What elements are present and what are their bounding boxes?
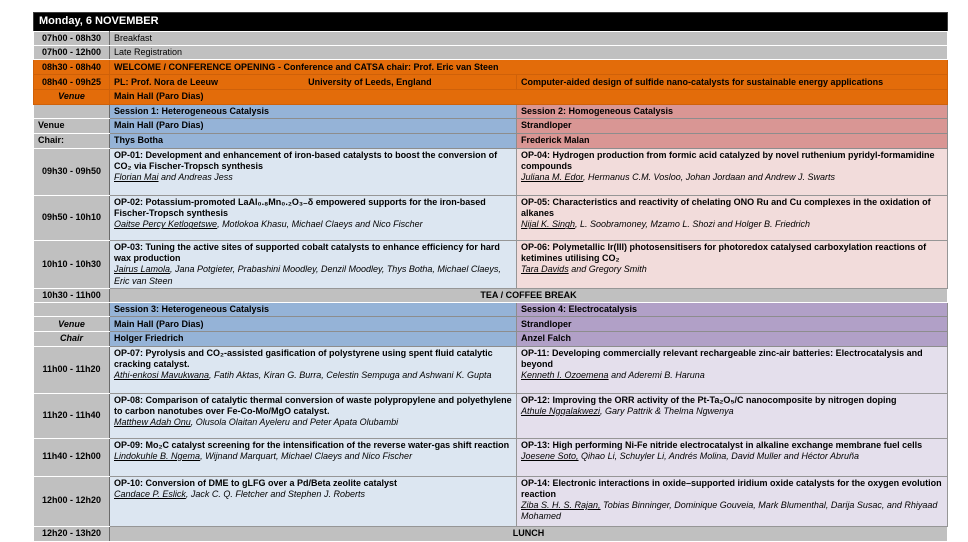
coauthors: Tobias Binninger, Dominique Gouveia, Mark Blumenthal, Darija Susac, and Rhiyaad Mohamed bbox=[521, 500, 938, 522]
coauthors: , Gary Pattrik & Thelma Ngwenya bbox=[600, 405, 734, 416]
session4-venue: Strandloper bbox=[517, 317, 948, 332]
lunch-label: LUNCH bbox=[110, 526, 948, 541]
talk-op01 bbox=[110, 148, 517, 195]
talk-authors bbox=[521, 264, 943, 275]
plenary-talk-title: Computer-aided design of sulfide nano-catalysts for sustainable energy applications bbox=[517, 75, 948, 90]
talk-title: OP-07: Pyrolysis and CO₂-assisted gasification of polystyrene using spent fluid catalytic cracking catalyst. bbox=[114, 347, 493, 369]
coauthors: , L. Soobramoney, Mzamo L. Shozi and Holger B. Friedrich bbox=[575, 219, 810, 230]
first-author: Tara Davids bbox=[521, 264, 569, 275]
coauthors: Qihao Li, Schuyler Li, Andrés Molina, David Muller and Héctor Abruña bbox=[578, 450, 860, 461]
talk-op04 bbox=[517, 148, 948, 195]
talk-op10 bbox=[110, 476, 517, 526]
session3-chair: Holger Friedrich bbox=[110, 332, 517, 346]
talk-title: OP-01: Development and enhancement of iron-based catalysts to boost the conversion of CO₂ via Fischer-Tropsch synthesis bbox=[114, 149, 498, 171]
coauthors: , Jana Potgieter, Prabashini Moodley, Denzil Moodley, Thys Botha, Michael Claeys, Eric van Steen bbox=[114, 264, 501, 286]
first-author: Matthew Adah Onu bbox=[114, 417, 191, 427]
session1-venue: Main Hall (Paro Dias) bbox=[110, 118, 517, 133]
coauthors: , Wijnand Marquart, Michael Claeys and Nico Fischer bbox=[200, 450, 413, 461]
talk-title: OP-05: Characteristics and reactivity of chelating ONO Ru and Cu complexes in the oxidation of alkanes bbox=[521, 196, 931, 218]
first-author: Athule Ngqalakwezi bbox=[521, 405, 601, 416]
talk-authors bbox=[114, 219, 512, 230]
first-author: Nijal K. Singh bbox=[521, 219, 576, 230]
first-author: Jairus Lamola bbox=[114, 264, 171, 275]
coauthors: and Gregory Smith bbox=[568, 264, 647, 275]
talk-authors bbox=[521, 172, 943, 183]
talk-title: OP-14: Electronic interactions in oxide–supported iridium oxide catalysts for the oxygen evolution reaction bbox=[521, 477, 942, 499]
first-author: Ziba S. H. S. Rajan, bbox=[521, 500, 601, 510]
talk-authors bbox=[114, 417, 512, 428]
session3-venue: Main Hall (Paro Dias) bbox=[110, 317, 517, 332]
talk-title: OP-11: Developing commercially relevant rechargeable zinc-air batteries: Electrocatalysis and beyond bbox=[521, 347, 923, 369]
talk-op07 bbox=[110, 346, 517, 393]
talk-title: OP-10: Conversion of DME to gLFG over a Pd/Beta zeolite catalyst bbox=[114, 477, 398, 488]
time-slot-op10: 12h00 - 12h20 bbox=[34, 476, 110, 526]
talk-authors bbox=[114, 489, 512, 500]
session2-chair: Frederick Malan bbox=[517, 133, 948, 148]
session2-header: Session 2: Homogeneous Catalysis bbox=[517, 104, 948, 118]
talk-op11 bbox=[517, 346, 948, 393]
time-slot-op08: 11h20 - 11h40 bbox=[34, 393, 110, 438]
session1-chair: Thys Botha bbox=[110, 133, 517, 148]
first-author: Oaitse Percy Ketlogetswe bbox=[114, 219, 218, 230]
first-author: Joesene Soto, bbox=[521, 450, 579, 461]
talk-op14 bbox=[517, 476, 948, 526]
talk-op02 bbox=[110, 195, 517, 240]
talk-authors bbox=[114, 451, 512, 462]
time-slot-op07: 11h00 - 11h20 bbox=[34, 346, 110, 393]
afternoon-venue-label: Venue bbox=[34, 317, 110, 332]
time-breakfast: 07h00 - 08h30 bbox=[34, 31, 110, 45]
first-author: Kenneth I. Ozoemena bbox=[521, 370, 609, 380]
time-slot-op03: 10h10 - 10h30 bbox=[34, 240, 110, 288]
plenary-speaker-cell bbox=[110, 75, 517, 90]
talk-title: OP-06: Polymetallic Ir(III) photosensitisers for photoredox catalysed carboxylation reactions of ketimines utilising CO₂ bbox=[521, 241, 927, 263]
session4-header: Session 4: Electrocatalysis bbox=[517, 303, 948, 317]
coauthors: , Jack C. Q. Fletcher and Stephen J. Roberts bbox=[185, 488, 365, 499]
morning-chair-label: Chair: bbox=[34, 133, 110, 148]
talk-authors bbox=[114, 172, 512, 183]
plenary-affiliation: University of Leeds, England bbox=[308, 76, 432, 87]
talk-title: OP-12: Improving the ORR activity of the Pt-Ta₂O₅/C nanocomposite by nitrogen doping bbox=[521, 394, 897, 405]
conference-schedule-table bbox=[33, 12, 948, 542]
talk-authors bbox=[521, 219, 943, 230]
empty-cell bbox=[34, 104, 110, 118]
talk-op12 bbox=[517, 393, 948, 438]
talk-authors bbox=[521, 500, 943, 523]
coauthors: , Motlokoa Khasu, Michael Claeys and Nico Fischer bbox=[217, 219, 423, 230]
time-lunch: 12h20 - 13h20 bbox=[34, 526, 110, 541]
time-opening: 08h30 - 08h40 bbox=[34, 60, 110, 75]
talk-authors bbox=[521, 406, 943, 417]
breakfast-label: Breakfast bbox=[110, 31, 948, 45]
afternoon-chair-label: Chair bbox=[34, 332, 110, 346]
plenary-speaker: PL: Prof. Nora de Leeuw bbox=[114, 76, 219, 87]
talk-op05 bbox=[517, 195, 948, 240]
coauthors: , Hermanus C.M. Vosloo, Johan Jordaan and Andrew J. Swarts bbox=[583, 172, 835, 183]
talk-op08 bbox=[110, 393, 517, 438]
first-author: Juliana M. Edor bbox=[521, 172, 584, 183]
time-slot-op02: 09h50 - 10h10 bbox=[34, 195, 110, 240]
plenary-venue-label: Venue bbox=[34, 90, 110, 104]
talk-title: OP-03: Tuning the active sites of supported cobalt catalysts to enhance efficiency for hard wax production bbox=[114, 241, 500, 263]
talk-op13 bbox=[517, 438, 948, 476]
talk-title: OP-08: Comparison of catalytic thermal conversion of waste polypropylene and polyethylene to carbon nanotubes over Fe-Co-Mo/MgO catalyst. bbox=[114, 394, 512, 416]
first-author: Athi-enkosi Mavukwana bbox=[114, 370, 210, 380]
coauthors: , Fatih Aktas, Kiran G. Burra, Celestin Sempuga and Ashwani K. Gupta bbox=[209, 370, 492, 380]
session3-header: Session 3: Heterogeneous Catalysis bbox=[110, 303, 517, 317]
time-slot-op09: 11h40 - 12h00 bbox=[34, 438, 110, 476]
session2-venue: Strandloper bbox=[517, 118, 948, 133]
talk-op09 bbox=[110, 438, 517, 476]
talk-authors bbox=[114, 264, 512, 287]
talk-title: OP-02: Potassium-promoted LaAl₀.₈Mn₀.₂O₃₋δ empowered supports for the iron-based Fischer-Tropsch synthesis bbox=[114, 196, 486, 218]
day-title-bar: Monday, 6 NOVEMBER bbox=[34, 13, 948, 32]
plenary-venue-value: Main Hall (Paro Dias) bbox=[110, 90, 948, 104]
talk-op06 bbox=[517, 240, 948, 288]
talk-authors bbox=[521, 370, 943, 381]
tea-break-label: TEA / COFFEE BREAK bbox=[110, 288, 948, 302]
talk-authors bbox=[114, 370, 512, 381]
talk-title: OP-04: Hydrogen production from formic acid catalyzed by novel ruthenium pyridyl-formamidine compounds bbox=[521, 149, 935, 171]
time-registration: 07h00 - 12h00 bbox=[34, 46, 110, 60]
morning-venue-label: Venue bbox=[34, 118, 110, 133]
time-plenary: 08h40 - 09h25 bbox=[34, 75, 110, 90]
talk-title: OP-13: High performing Ni-Fe nitride electrocatalyst in alkaline exchange membrane fuel cells bbox=[521, 439, 923, 450]
coauthors: , Olusola Olaitan Ayeleru and Peter Apata Olubambi bbox=[190, 417, 399, 427]
time-slot-op01: 09h30 - 09h50 bbox=[34, 148, 110, 195]
coauthors: and Aderemi B. Haruna bbox=[608, 370, 705, 380]
empty-cell bbox=[34, 303, 110, 317]
first-author: Candace P. Eslick bbox=[114, 488, 186, 499]
talk-title: OP-09: Mo₂C catalyst screening for the intensification of the reverse water-gas shift reaction bbox=[114, 439, 510, 450]
coauthors: and Andreas Jess bbox=[158, 172, 233, 183]
first-author: Lindokuhle B. Ngema bbox=[114, 450, 201, 461]
first-author: Florian Mai bbox=[114, 172, 159, 183]
session1-header: Session 1: Heterogeneous Catalysis bbox=[110, 104, 517, 118]
session4-chair: Anzel Falch bbox=[517, 332, 948, 346]
opening-label: WELCOME / CONFERENCE OPENING - Conference and CATSA chair: Prof. Eric van Steen bbox=[110, 60, 948, 75]
registration-label: Late Registration bbox=[110, 46, 948, 60]
time-tea-break: 10h30 - 11h00 bbox=[34, 288, 110, 302]
talk-op03 bbox=[110, 240, 517, 288]
talk-authors bbox=[521, 451, 943, 462]
